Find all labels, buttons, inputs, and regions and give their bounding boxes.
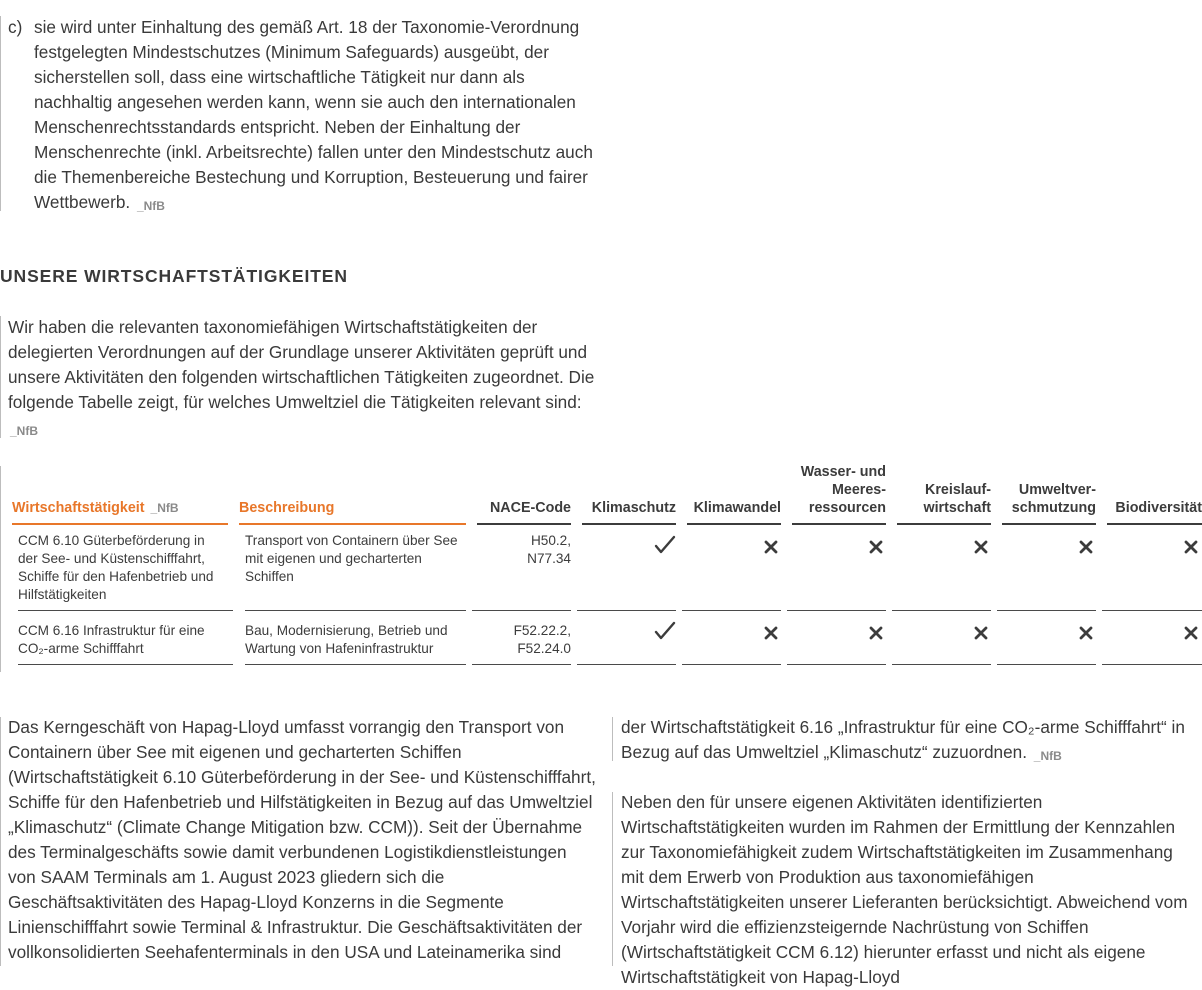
quote-bar <box>0 717 1 966</box>
header-circular: Kreislauf- wirtschaft <box>923 482 991 516</box>
taxonomy-table <box>0 462 1202 672</box>
header-rule <box>1002 523 1096 525</box>
row-rule <box>472 610 571 611</box>
header-rule <box>687 523 781 525</box>
row-rule <box>892 610 991 611</box>
header-climate-protection: Klimaschutz <box>591 500 676 516</box>
row1-description: Transport von Containern über See mit eigenen und gecharterten Schiffen <box>245 533 458 584</box>
row2-activity: CCM 6.16 Infrastruktur für eine CO₂-arme Schifffahrt <box>18 623 205 656</box>
header-pollution: Umweltver- schmutzung <box>1011 482 1096 516</box>
row-rule <box>682 610 781 611</box>
row-rule <box>18 610 233 611</box>
row-rule <box>682 664 781 665</box>
cross-icon <box>973 625 993 645</box>
body-left-paragraph: Das Kerngeschäft von Hapag-Lloyd umfasst vorrangig den Transport von Containern über See mit eigenen und gecharterten Schiffen (Wirtschaftstätigkeit 6.10 Güterbeförderung in der See- und Küstenschifffahrt, Schiffe für den Hafenbetrieb und Hilfstätigkeiten in Bezug auf das Umweltziel „Klimaschutz“ (Climate Change Mitigation bzw. CCM)). Seit der Übernahme des Terminalgeschäfts sowie damit verbundenen Logistikdienstleistungen von SAAM Terminals am 1. August 2023 gliedern sich die Geschäftsaktivitäten des Hapag-Lloyd Konzerns in die Segmente Linienschifffahrt sowie Terminal & Infrastruktur. Die Geschäftsaktivitäten der vollkonsolidierten Seehafenterminals in den USA und Lateinamerika sind <box>8 717 596 962</box>
cross-icon <box>868 625 888 645</box>
nfb-tag: _NfB <box>150 501 179 515</box>
body-right-paragraph-1: der Wirtschaftstätigkeit 6.16 „Infrastruktur für eine CO₂-arme Schifffahrt“ in Bezug auf das Umweltziel „Klimaschutz“ zuzuordnen. _NfB <box>621 717 1185 763</box>
header-nace: NACE-Code <box>489 500 571 516</box>
check-icon <box>654 621 674 641</box>
check-icon <box>654 535 674 555</box>
header-rule <box>1107 523 1202 525</box>
header-climate-change: Klimawandel <box>693 500 781 516</box>
cross-icon <box>1183 625 1202 645</box>
row-rule <box>1102 610 1202 611</box>
intro-item-text: sie wird unter Einhaltung des gemäß Art. 18 der Taxonomie-Verordnung festgelegten Mindestschutzes (Minimum Safeguards) ausgeübt, der sicherstellen soll, dass eine wirtschaftliche Tätigkeit nur dann als nachhaltig angesehen werden kann, wenn sie auch den internationalen Menschenrechtsstandards entspricht. Neben der Einhaltung der Menschenrechte (inkl. Arbeitsrechte) fallen unter den Mindestschutz auch die Themenbereiche Bestechung und Korruption, Besteuerung und fairer Wettbewerb. <box>34 17 593 212</box>
section-heading: UNSERE WIRTSCHAFTSTÄTIGKEITEN <box>0 266 348 286</box>
row-rule <box>1102 664 1202 665</box>
row-rule <box>787 610 886 611</box>
row2-description: Bau, Modernisierung, Betrieb und Wartung von Hafeninfrastruktur <box>245 623 448 656</box>
header-rule <box>239 523 466 525</box>
intro-list-item <box>8 15 593 219</box>
header-biodiversity: Biodiversität <box>1115 500 1202 516</box>
row2-nace: F52.22.2, F52.24.0 <box>513 623 571 656</box>
cross-icon <box>973 539 993 559</box>
row-rule <box>577 664 676 665</box>
row-rule <box>245 664 466 665</box>
list-marker: c) <box>8 17 23 37</box>
table-bar <box>0 466 1 672</box>
quote-bar <box>0 316 1 438</box>
nfb-tag: _NfB <box>136 199 165 213</box>
row-rule <box>787 664 886 665</box>
row-rule <box>18 664 233 665</box>
cross-icon <box>763 625 783 645</box>
lead-paragraph <box>8 315 598 444</box>
header-water: Wasser- und Meeres- ressourcen <box>800 464 886 516</box>
header-rule <box>477 523 571 525</box>
cross-icon <box>1078 625 1098 645</box>
header-activity: Wirtschaftstätigkeit _NfB <box>12 500 179 516</box>
row1-nace: H50.2, N77.34 <box>527 533 571 566</box>
row-rule <box>245 610 466 611</box>
cross-icon <box>1078 539 1098 559</box>
row-rule <box>892 664 991 665</box>
row-rule <box>997 664 1096 665</box>
body-right-paragraph-2: Neben den für unsere eigenen Aktivitäten identifizierten Wirtschaftstätigkeiten wurden im Rahmen der Ermittlung der Kennzahlen zur Taxonomiefähigkeit zudem Wirtschaftstätigkeiten im Zusammenhang mit dem Erwerb von Produktion aus taxonomiefähigen Wirtschaftstätigkeiten unserer Lieferanten berücksichtigt. Abweichend vom Vorjahr wird die effizienzsteigernde Nachrüstung von Schiffen (Wirtschaftstätigkeit CCM 6.12) hierunter erfasst und nicht als eigene Wirtschaftstätigkeit von Hapag-Lloyd <box>621 792 1188 987</box>
row-rule <box>997 610 1096 611</box>
cross-icon <box>868 539 888 559</box>
quote-bar <box>612 717 613 761</box>
nfb-tag: _NfB <box>10 424 39 438</box>
header-rule <box>792 523 886 525</box>
row-rule <box>472 664 571 665</box>
nfb-tag: _NfB <box>1033 749 1062 763</box>
row1-activity: CCM 6.10 Güterbeförderung in der See- und Küstenschifffahrt, Schiffe für den Hafenbetrieb und Hilfstätigkeiten <box>18 533 214 602</box>
lead-paragraph-text: Wir haben die relevanten taxonomiefähigen Wirtschaftstätigkeiten der delegierten Verordnungen auf der Grundlage unserer Aktivitäten geprüft und unsere Aktivitäten den folgenden wirtschaftlichen Tätigkeiten zugeordnet. Die folgende Tabelle zeigt, für welches Umweltziel die Tätigkeiten relevant sind: <box>8 317 595 412</box>
cross-icon <box>763 539 783 559</box>
header-rule <box>582 523 676 525</box>
quote-bar <box>612 792 613 966</box>
header-description: Beschreibung <box>239 500 335 516</box>
cross-icon <box>1183 539 1202 559</box>
row-rule <box>577 610 676 611</box>
header-rule <box>897 523 991 525</box>
header-rule <box>12 523 228 525</box>
quote-bar <box>0 16 1 211</box>
